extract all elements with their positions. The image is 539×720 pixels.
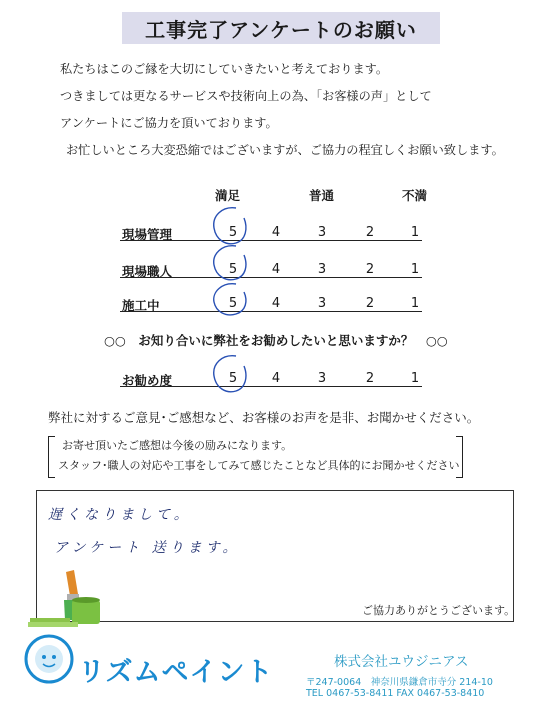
rating-option-1[interactable]: 1 — [410, 371, 420, 386]
rating-option-5[interactable]: 5 — [228, 225, 238, 240]
rating-label-recommendation: お勧め度 — [122, 373, 173, 388]
page-title: 工事完了アンケートのお願い — [145, 18, 417, 42]
rating-option-2[interactable]: 2 — [365, 296, 375, 311]
header-normal: 普通 — [309, 188, 335, 203]
selection-circle — [214, 246, 246, 280]
rating-label-site-management: 現場管理 — [122, 227, 173, 242]
selection-circle — [214, 356, 246, 392]
rating-option-5[interactable]: 5 — [228, 371, 238, 386]
rating-label-during-work: 施工中 — [122, 298, 160, 313]
rating-label-site-craftsmen: 現場職人 — [122, 264, 173, 279]
recommend-question: ○○ お知り合いに弊社をお勧めしたいと思いますか？ ○○ — [104, 333, 448, 348]
rating-option-4[interactable]: 4 — [271, 225, 281, 240]
rating-option-5[interactable]: 5 — [228, 296, 238, 311]
rating-option-3[interactable]: 3 — [317, 371, 327, 386]
rating-option-5[interactable]: 5 — [228, 262, 238, 277]
note-line: スタッフ･職人の対応や工事をしてみて感じたことなど具体的にお聞かせください — [58, 459, 460, 472]
rating-option-2[interactable]: 2 — [365, 262, 375, 277]
paint-can-illustration — [26, 570, 106, 628]
intro-line: お忙しいところ大変恐縮ではございますが、ご協力の程宜しくお願い致します。 — [66, 143, 504, 157]
company-tel-fax: TEL 0467-53-8411 FAX 0467-53-8410 — [306, 688, 485, 699]
intro-line: アンケートにご協力を頂いております。 — [60, 116, 278, 130]
opinion-prompt: 弊社に対するご意見･ご感想など、お客様のお声を是非、お聞かせください。 — [48, 410, 480, 425]
selection-circle — [214, 208, 246, 244]
selection-circle — [214, 284, 246, 315]
company-address: 〒247-0064 神奈川県鎌倉市寺分 214-10 — [306, 677, 493, 688]
rhythmpaint-logo-icon — [24, 634, 74, 684]
handwritten-line: アンケート 送ります。 — [54, 540, 241, 556]
thanks-message: ご協力ありがとうございます。 — [362, 604, 516, 617]
bracket-left — [48, 436, 55, 478]
intro-line: つきましては更なるサービスや技術向上の為、「お客様の声」として — [60, 89, 432, 103]
header-satisfied: 満足 — [215, 188, 241, 203]
intro-line: 私たちはこのご縁を大切にしていきたいと考えております。 — [60, 62, 389, 76]
rating-option-3[interactable]: 3 — [317, 296, 327, 311]
rating-option-1[interactable]: 1 — [410, 225, 420, 240]
rating-option-2[interactable]: 2 — [365, 371, 375, 386]
header-dissatisfied: 不満 — [402, 188, 428, 203]
rating-option-3[interactable]: 3 — [317, 225, 327, 240]
rating-option-1[interactable]: 1 — [410, 296, 420, 311]
rating-option-2[interactable]: 2 — [365, 225, 375, 240]
rating-option-4[interactable]: 4 — [271, 296, 281, 311]
note-line: お寄せ頂いたご感想は今後の励みになります。 — [62, 439, 293, 452]
handwritten-line: 遅くなりまして。 — [48, 507, 192, 523]
brand-name: リズムペイント — [78, 657, 274, 688]
rating-option-1[interactable]: 1 — [410, 262, 420, 277]
rating-option-4[interactable]: 4 — [271, 262, 281, 277]
company-name: 株式会社ユウジニアス — [334, 654, 469, 670]
rating-option-4[interactable]: 4 — [271, 371, 281, 386]
rating-option-3[interactable]: 3 — [317, 262, 327, 277]
